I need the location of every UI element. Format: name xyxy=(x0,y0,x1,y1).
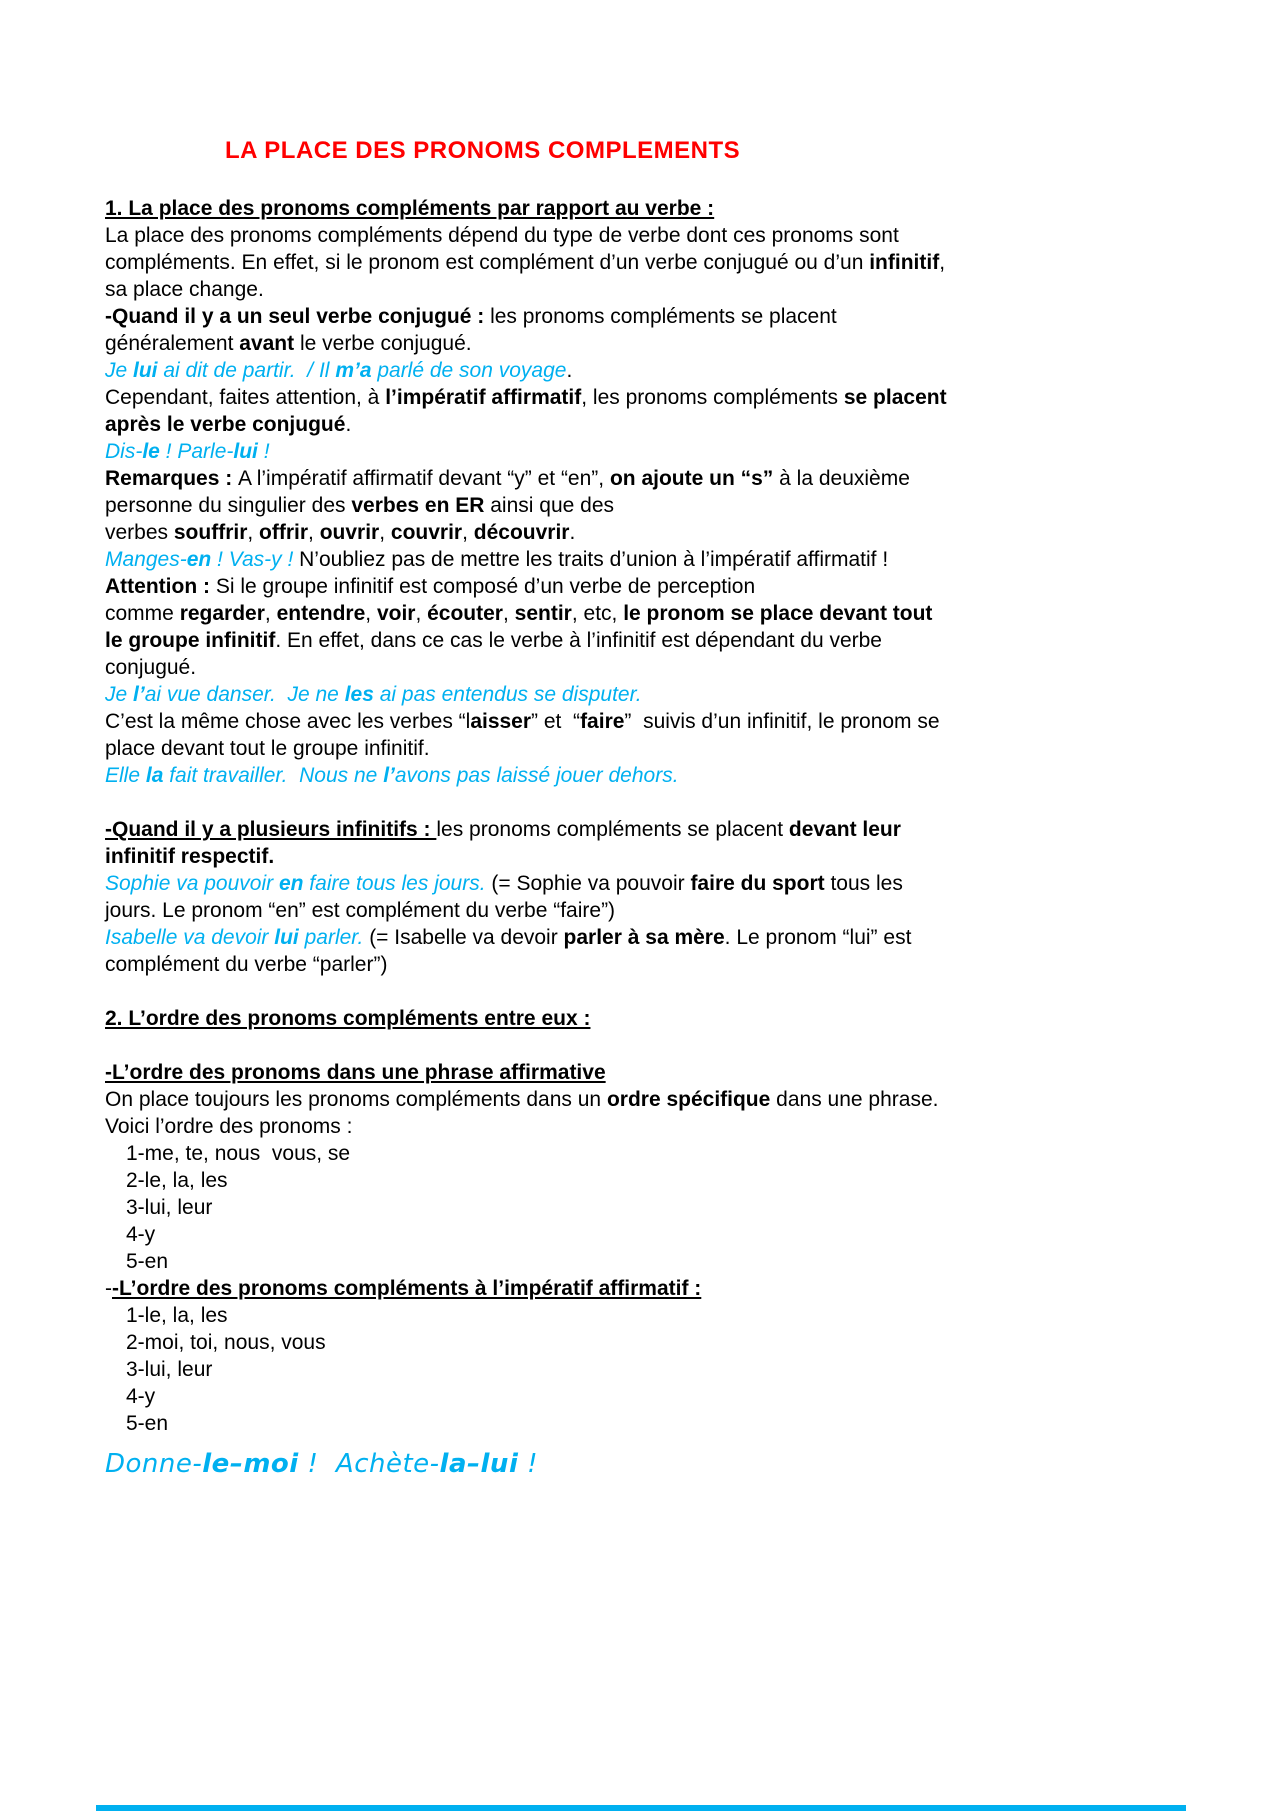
text-line xyxy=(105,465,1230,492)
big-example-line xyxy=(105,1437,1230,1487)
text-line xyxy=(105,1086,1230,1113)
spacer xyxy=(105,978,1230,1005)
text-segment: 3-lui, leur xyxy=(126,1196,213,1219)
list-item xyxy=(105,1167,1230,1194)
text-segment: avant xyxy=(239,332,295,355)
text-segment: voir xyxy=(376,602,416,625)
text-segment: Isabelle va devoir xyxy=(105,926,275,949)
text-segment: Sophie va pouvoir xyxy=(105,872,279,895)
text-segment: , xyxy=(462,521,474,544)
text-segment: - xyxy=(105,1277,112,1300)
text-segment: faire du sport xyxy=(690,872,825,895)
text-segment: Je xyxy=(105,359,134,382)
text-line xyxy=(105,519,1230,546)
text-segment: parlé de son voyage xyxy=(371,359,567,382)
text-segment: -Quand il y a un seul verbe conjugué : xyxy=(105,305,485,328)
text-segment: Manges- xyxy=(105,548,187,571)
document-body xyxy=(105,136,1230,1487)
text-segment: place devant tout le groupe infinitif. xyxy=(105,737,430,760)
text-segment: parler. xyxy=(298,926,364,949)
text-segment: , etc, xyxy=(571,602,624,625)
text-segment: – xyxy=(467,1449,481,1479)
subsection-heading xyxy=(105,1059,1230,1086)
text-segment: les pronoms compléments se placent xyxy=(484,305,837,328)
text-segment: le xyxy=(142,440,160,463)
text-segment: LA PLACE DES PRONOMS COMPLEMENTS xyxy=(225,137,741,164)
text-segment: Remarques : xyxy=(105,467,239,490)
text-segment: 5-en xyxy=(126,1412,169,1435)
text-segment: , les pronoms compléments xyxy=(581,386,844,409)
text-segment: verbes en ER xyxy=(351,494,485,517)
text-segment: , xyxy=(379,521,391,544)
text-segment: entendre xyxy=(276,602,366,625)
text-segment: -L’ordre des pronoms dans une phrase affirmative xyxy=(105,1061,606,1084)
text-segment: 2-le, la, les xyxy=(126,1169,228,1192)
text-segment: comme xyxy=(105,602,180,625)
text-segment: ! Parle- xyxy=(159,440,234,463)
text-segment: jours. Le pronom “en” est complément du verbe “faire”) xyxy=(105,899,616,922)
text-segment: sentir xyxy=(514,602,572,625)
text-segment: -Quand il y a plusieurs infinitifs : xyxy=(105,818,437,841)
subsection-heading xyxy=(105,1275,1230,1302)
text-segment: les xyxy=(344,683,374,706)
text-line xyxy=(105,1113,1230,1140)
example-line xyxy=(105,924,1230,951)
page-title xyxy=(105,136,1230,166)
text-segment: . En effet, dans ce cas le verbe à l’infinitif est dépendant du verbe xyxy=(275,629,882,652)
text-line xyxy=(105,708,1230,735)
text-segment: conjugué. xyxy=(105,656,197,679)
text-segment: La place des pronoms compléments dépend du type de verbe dont ces pronoms sont xyxy=(105,224,899,247)
text-segment: . Le pronom “lui” est xyxy=(724,926,912,949)
text-segment: On place toujours les pronoms compléments dans un xyxy=(105,1088,607,1111)
text-segment: 4-y xyxy=(126,1385,156,1408)
text-segment: Si le groupe infinitif est composé d’un verbe de perception xyxy=(215,575,756,598)
text-segment: faire xyxy=(580,710,625,733)
text-segment: ouvrir xyxy=(319,521,380,544)
text-segment: Cependant, faites attention, à xyxy=(105,386,386,409)
text-line xyxy=(105,384,1230,411)
text-segment: le groupe infinitif xyxy=(105,629,276,652)
text-segment: – xyxy=(229,1449,244,1479)
section-2-heading xyxy=(105,1005,1230,1032)
text-segment: moi xyxy=(243,1449,299,1479)
text-segment: Donne- xyxy=(105,1449,203,1479)
text-segment: personne du singulier des xyxy=(105,494,352,517)
list-item xyxy=(105,1383,1230,1410)
text-segment: faire tous les jours. xyxy=(303,872,486,895)
text-line xyxy=(105,222,1230,249)
text-segment: , xyxy=(308,521,320,544)
text-segment: écouter xyxy=(427,602,503,625)
text-line xyxy=(105,249,1230,276)
text-segment: ordre spécifique xyxy=(606,1088,771,1111)
text-segment: 3-lui, leur xyxy=(126,1358,213,1381)
text-segment: ! Vas-y ! xyxy=(211,548,294,571)
text-segment: Je xyxy=(105,683,134,706)
text-segment: se placent xyxy=(843,386,947,409)
example-line xyxy=(105,546,1230,573)
text-segment: lui xyxy=(274,926,299,949)
text-segment: (= Isabelle va devoir xyxy=(363,926,564,949)
text-segment: tous les xyxy=(824,872,903,895)
text-segment: la xyxy=(145,764,164,787)
text-line xyxy=(105,600,1230,627)
list-item xyxy=(105,1221,1230,1248)
text-segment: Voici l’ordre des pronoms : xyxy=(105,1115,353,1138)
text-segment: ” et “ xyxy=(531,710,581,733)
text-segment: le verbe conjugué. xyxy=(294,332,472,355)
text-segment: Elle xyxy=(105,764,146,787)
text-segment: (= Sophie va pouvoir xyxy=(485,872,691,895)
text-segment: infinitif xyxy=(869,251,940,274)
text-segment: ! xyxy=(257,440,270,463)
text-segment: -L’ordre des pronoms compléments à l’impératif affirmatif : xyxy=(112,1277,702,1300)
text-segment: fait travailler. Nous ne xyxy=(163,764,384,787)
text-segment: dans une phrase. xyxy=(770,1088,939,1111)
example-line xyxy=(105,870,1230,897)
text-segment: après le verbe conjugué xyxy=(105,413,346,436)
text-line xyxy=(105,735,1230,762)
text-segment: 1-me, te, nous vous, se xyxy=(126,1142,351,1165)
list-item xyxy=(105,1356,1230,1383)
text-segment: , xyxy=(939,251,946,274)
text-segment: Dis- xyxy=(105,440,143,463)
text-segment: la xyxy=(439,1449,468,1479)
text-segment: parler à sa mère xyxy=(563,926,725,949)
example-line xyxy=(105,762,1230,789)
text-line xyxy=(105,330,1230,357)
list-item xyxy=(105,1329,1230,1356)
example-line xyxy=(105,681,1230,708)
text-segment: ! Achète- xyxy=(298,1449,440,1479)
text-segment: devant leur xyxy=(788,818,901,841)
example-line xyxy=(105,438,1230,465)
list-item xyxy=(105,1140,1230,1167)
text-segment: le pronom se place devant tout xyxy=(623,602,933,625)
text-segment: . xyxy=(566,359,573,382)
text-segment: ! xyxy=(518,1449,539,1479)
text-segment: aisser xyxy=(470,710,532,733)
text-segment: , xyxy=(415,602,428,625)
text-segment: avons pas laissé jouer dehors. xyxy=(394,764,679,787)
text-line xyxy=(105,303,1230,330)
text-segment: on ajoute un “s” xyxy=(609,467,774,490)
text-segment: verbes xyxy=(105,521,174,544)
text-segment: 4-y xyxy=(126,1223,156,1246)
text-line xyxy=(105,816,1230,843)
text-segment: souffrir xyxy=(173,521,248,544)
text-segment: en xyxy=(278,872,304,895)
text-segment: l’ xyxy=(133,683,145,706)
text-segment: l’ xyxy=(383,764,395,787)
text-segment: 2. L’ordre des pronoms compléments entre eux : xyxy=(105,1007,591,1030)
text-segment: infinitif respectif. xyxy=(105,845,275,868)
list-item xyxy=(105,1248,1230,1275)
text-segment: ai pas entendus se disputer. xyxy=(373,683,642,706)
text-segment: compléments. En effet, si le pronom est complément d’un verbe conjugué ou d’un xyxy=(105,251,870,274)
text-segment: lui xyxy=(133,359,158,382)
text-segment: 5-en xyxy=(126,1250,169,1273)
text-segment: en xyxy=(186,548,212,571)
text-segment: les pronoms compléments se placent xyxy=(436,818,789,841)
text-segment: à la deuxième xyxy=(773,467,910,490)
spacer xyxy=(105,1032,1230,1059)
text-segment: couvrir xyxy=(390,521,463,544)
text-segment: regarder xyxy=(179,602,265,625)
text-line xyxy=(105,573,1230,600)
text-segment: . xyxy=(569,521,576,544)
text-segment: m’a xyxy=(335,359,372,382)
text-segment: 1-le, la, les xyxy=(126,1304,228,1327)
text-segment: . xyxy=(345,413,352,436)
text-line xyxy=(105,654,1230,681)
text-segment: Attention : xyxy=(105,575,216,598)
text-line xyxy=(105,492,1230,519)
text-segment: 2-moi, toi, nous, vous xyxy=(126,1331,326,1354)
text-segment: découvrir xyxy=(473,521,570,544)
section-1-heading xyxy=(105,195,1230,222)
text-segment: lui xyxy=(480,1449,519,1479)
spacer xyxy=(105,789,1230,816)
text-segment: 1. La place des pronoms compléments par rapport au verbe : xyxy=(105,197,715,220)
list-item xyxy=(105,1302,1230,1329)
text-segment: , xyxy=(247,521,260,544)
text-segment: ainsi que des xyxy=(484,494,615,517)
text-segment: ai vue danser. Je ne xyxy=(144,683,345,706)
list-item xyxy=(105,1194,1230,1221)
text-segment: le xyxy=(202,1449,230,1479)
example-line xyxy=(105,357,1230,384)
text-segment: sa place change. xyxy=(105,278,264,301)
list-item xyxy=(105,1410,1230,1437)
text-segment: N’oubliez pas de mettre les traits d’union à l’impératif affirmatif ! xyxy=(293,548,889,571)
text-segment: , xyxy=(502,602,515,625)
text-segment: généralement xyxy=(105,332,240,355)
text-segment: C’est la même chose avec les verbes “l xyxy=(105,710,471,733)
text-segment: offrir xyxy=(259,521,309,544)
text-line xyxy=(105,843,1230,870)
next-page-table-edge xyxy=(96,1805,1186,1811)
text-segment: , xyxy=(365,602,377,625)
text-segment: A l’impératif affirmatif devant “y” et “en”, xyxy=(238,467,610,490)
text-segment: l’impératif affirmatif xyxy=(385,386,582,409)
text-line xyxy=(105,627,1230,654)
text-line xyxy=(105,951,1230,978)
text-segment: complément du verbe “parler”) xyxy=(105,953,388,976)
text-segment: , xyxy=(264,602,277,625)
text-line xyxy=(105,411,1230,438)
text-segment: lui xyxy=(233,440,258,463)
text-line xyxy=(105,276,1230,303)
text-segment: ai dit de partir. / Il xyxy=(157,359,336,382)
text-line xyxy=(105,897,1230,924)
text-segment: ” suivis d’un infinitif, le pronom se xyxy=(624,710,940,733)
